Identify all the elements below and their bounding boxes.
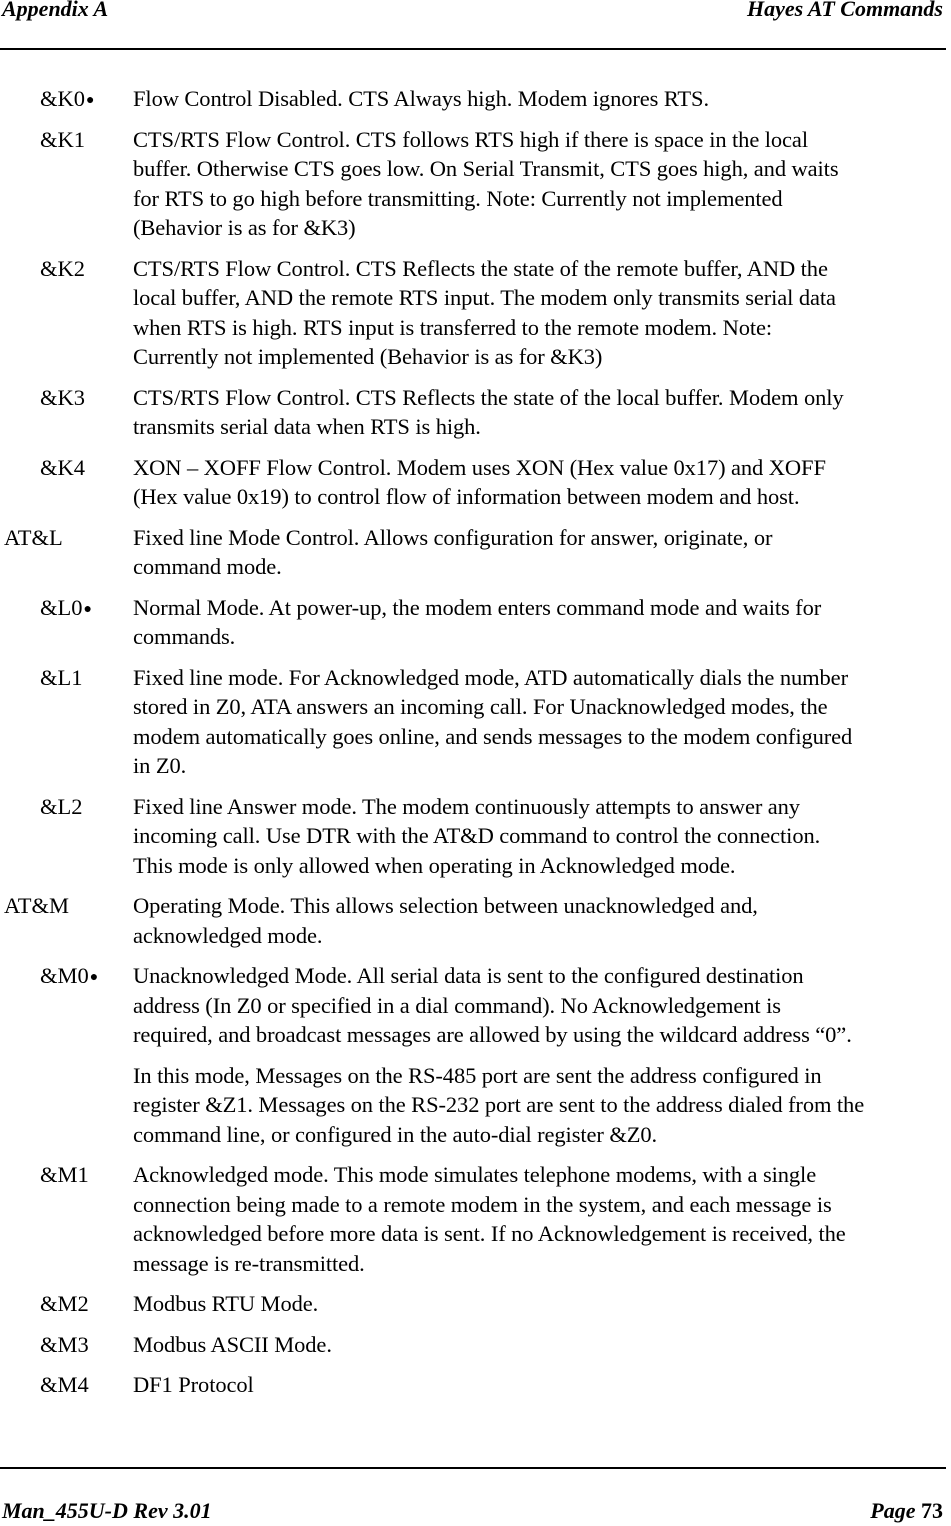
command-description: Acknowledged mode. This mode simulates telephone modems, with a single connection being made to a remote modem in the system, and each message is acknowledged before more data is sent. If no Acknowledgement is received, the message is re-transmitted. (133, 1162, 846, 1276)
command-description: Fixed line Mode Control. Allows configuration for answer, originate, or command mode. (133, 524, 773, 579)
command-entry-at-l (0, 523, 951, 582)
header-rule (0, 48, 946, 50)
command-entry-l1 (0, 663, 951, 781)
footer-page-number: 73 (921, 1498, 943, 1523)
command-description-continued: In this mode, Messages on the RS-485 port are sent the address configured in register &Z1. Messages on the RS-232 port are sent to the address dialed from the command line, or configured in the auto-dial register &Z0. (133, 1062, 865, 1147)
command-entry-m4 (0, 1370, 951, 1400)
command-code: AT&M (4, 893, 70, 918)
command-entry-l2 (0, 792, 951, 881)
command-entry-at-m (0, 891, 951, 950)
command-code: &L1 (40, 664, 83, 690)
command-description: CTS/RTS Flow Control. CTS Reflects the state of the local buffer. Modem only transmits serial data when RTS is high. (133, 384, 844, 439)
command-description: XON – XOFF Flow Control. Modem uses XON (Hex value 0x17) and XOFF (Hex value 0x19) to control flow of information between modem and host. (133, 454, 826, 509)
command-entry-l0 (0, 593, 951, 652)
default-bullet-icon: ● (86, 93, 95, 108)
command-description: Fixed line mode. For Acknowledged mode, ATD automatically dials the number stored in Z0, ATA answers an incoming call. For Unacknowledged modes, the modem automatically goes online, and sends messages to the modem configured in Z0. (133, 664, 853, 778)
command-code: AT&L (4, 524, 63, 550)
command-code: &L2 (40, 793, 83, 819)
footer-page-label: Page (870, 1498, 916, 1523)
command-description: CTS/RTS Flow Control. CTS follows RTS high if there is space in the local buffer. Otherwise CTS goes low. On Serial Transmit, CTS goes high, and waits for RTS to go high before transmitting. Note: Currently not implemented (Behavior is as for &K3) (133, 126, 839, 240)
command-code: &K3 (40, 384, 85, 410)
command-code: &M2 (40, 1291, 89, 1316)
command-entry-k3 (0, 383, 951, 442)
command-list (0, 84, 951, 1411)
command-code: &M4 (40, 1372, 89, 1397)
command-description: DF1 Protocol (133, 1372, 254, 1397)
command-code: &K4 (40, 454, 85, 480)
footer-page (870, 1498, 943, 1524)
command-description: Flow Control Disabled. CTS Always high. Modem ignores RTS. (133, 86, 709, 111)
default-bullet-icon: ● (83, 601, 92, 617)
command-code: &K0● (40, 86, 95, 111)
command-entry-m0 (0, 961, 951, 1149)
command-code: &K1 (40, 126, 85, 152)
command-entry-m2 (0, 1289, 951, 1319)
header-section-title: Appendix A (2, 0, 109, 21)
command-entry-m1 (0, 1160, 951, 1278)
command-entry-k4 (0, 453, 951, 512)
command-description: Normal Mode. At power-up, the modem enters command mode and waits for commands. (133, 594, 822, 649)
footer-document-id: Man_455U-D Rev 3.01 (2, 1498, 212, 1523)
command-code: &M3 (40, 1331, 89, 1357)
command-entry-k1 (0, 125, 951, 243)
command-description: Operating Mode. This allows selection between unacknowledged and, acknowledged mode. (133, 893, 758, 948)
footer-rule (0, 1467, 946, 1469)
command-code: &M1 (40, 1162, 89, 1187)
command-code: &L0● (40, 594, 92, 620)
command-entry-m3 (0, 1330, 951, 1360)
command-entry-k0 (0, 84, 951, 114)
command-description: Modbus ASCII Mode. (133, 1331, 332, 1357)
command-description: Unacknowledged Mode. All serial data is sent to the configured destination address (In Z0 or specified in a dial command). No Acknowledgement is required, and broadcast messages are allowed by using the wildcard address “0”. (133, 963, 852, 1047)
command-description: Fixed line Answer mode. The modem continuously attempts to answer any incoming call. Use DTR with the AT&D command to control the connection. This mode is only allowed when operating in Acknowledged mode. (133, 793, 821, 878)
default-bullet-icon: ● (89, 970, 99, 985)
header-document-title: Hayes AT Commands (747, 0, 943, 21)
command-code: &M0● (40, 963, 99, 988)
command-code: &K2 (40, 255, 85, 281)
command-description: Modbus RTU Mode. (133, 1291, 319, 1316)
command-description: CTS/RTS Flow Control. CTS Reflects the state of the remote buffer, AND the local buffer, AND the remote RTS input. The modem only transmits serial data when RTS is high. RTS input is transferred to the remote modem. Note: Currently not implemented (Behavior is as for &K3) (133, 255, 836, 369)
command-entry-k2 (0, 254, 951, 372)
